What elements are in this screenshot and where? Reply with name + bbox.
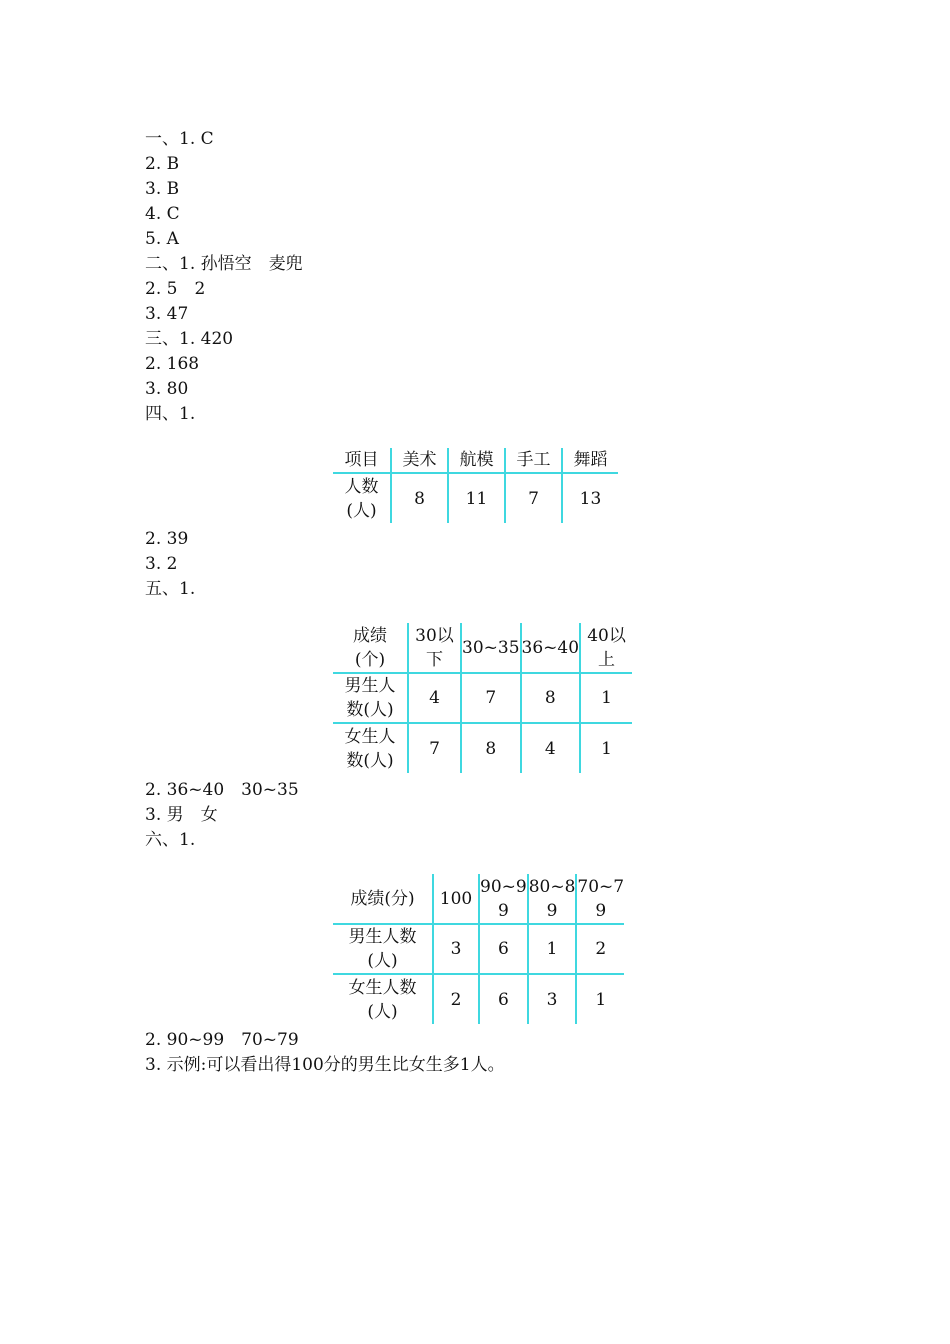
table-cell: 1 bbox=[580, 723, 632, 773]
table-row bbox=[333, 673, 632, 723]
table-cell: 7 bbox=[408, 723, 461, 773]
answer-line-8: 3. 47 bbox=[145, 304, 189, 324]
table-row-label: 男生人数 (人) bbox=[333, 924, 433, 974]
table-row-label: 女生人数 (人) bbox=[333, 974, 433, 1024]
table-header-cell: 80~8 9 bbox=[528, 874, 577, 924]
table-cell: 8 bbox=[521, 673, 581, 723]
table-row-label: 人数 (人) bbox=[333, 473, 391, 523]
answer-line-19: 2. 90~99 70~79 bbox=[145, 1030, 299, 1050]
table-header-cell: 舞蹈 bbox=[562, 448, 618, 473]
answer-line-16: 2. 36~40 30~35 bbox=[145, 780, 299, 800]
table-row-label: 男生人 数(人) bbox=[333, 673, 408, 723]
answer-line-9: 三、1. 420 bbox=[145, 329, 234, 349]
table-header-cell: 100 bbox=[433, 874, 479, 924]
table-cell: 2 bbox=[433, 974, 479, 1024]
table-header-cell: 70~7 9 bbox=[576, 874, 624, 924]
table-header-cell: 项目 bbox=[344, 450, 379, 470]
table-cell: 6 bbox=[479, 924, 528, 974]
table-row bbox=[333, 874, 624, 924]
table-cell: 1 bbox=[528, 924, 577, 974]
table-cell: 7 bbox=[461, 673, 521, 723]
table-cell: 6 bbox=[479, 974, 528, 1024]
answer-line-20: 3. 示例:可以看出得100分的男生比女生多1人。 bbox=[145, 1055, 505, 1075]
table-header-cell: 航模 bbox=[448, 448, 505, 473]
answer-line-4: 4. C bbox=[145, 204, 180, 224]
table-score-count bbox=[333, 623, 632, 773]
table-cell: 8 bbox=[461, 723, 521, 773]
table-cell: 1 bbox=[580, 673, 632, 723]
table-cell: 3 bbox=[528, 974, 577, 1024]
table-header-cell: 36~40 bbox=[521, 623, 581, 673]
table-row bbox=[333, 623, 632, 673]
answer-line-10: 2. 168 bbox=[145, 354, 200, 374]
table-header-cell: 成绩(分) bbox=[350, 888, 415, 909]
answer-line-2: 2. B bbox=[145, 154, 180, 174]
table-cell: 4 bbox=[521, 723, 581, 773]
table-header-cell: 美术 bbox=[391, 448, 448, 473]
table-cell: 3 bbox=[433, 924, 479, 974]
table-cell: 8 bbox=[391, 473, 448, 523]
table-row bbox=[333, 924, 624, 974]
table-cell: 13 bbox=[562, 473, 618, 523]
table-activity-count bbox=[333, 448, 618, 523]
table-header-cell: 30以 下 bbox=[408, 623, 461, 673]
table-header-cell: 40以 上 bbox=[580, 623, 632, 673]
answer-line-13: 2. 39 bbox=[145, 529, 189, 549]
table-cell: 1 bbox=[576, 974, 624, 1024]
table-header-cell: 30~35 bbox=[461, 623, 521, 673]
answer-line-15: 五、1. bbox=[145, 579, 196, 599]
table-header-cell: 90~9 9 bbox=[479, 874, 528, 924]
answer-line-11: 3. 80 bbox=[145, 379, 189, 399]
table-row bbox=[333, 473, 618, 523]
table-cell: 11 bbox=[448, 473, 505, 523]
table-row-label: 女生人 数(人) bbox=[333, 723, 408, 773]
answer-line-7: 2. 5 2 bbox=[145, 279, 206, 299]
answer-line-12: 四、1. bbox=[145, 404, 196, 424]
table-header-cell: 手工 bbox=[505, 448, 562, 473]
answer-line-3: 3. B bbox=[145, 179, 180, 199]
table-cell: 2 bbox=[576, 924, 624, 974]
table-grade-count bbox=[333, 874, 624, 1024]
table-header-cell: 成绩 (个) bbox=[353, 625, 387, 670]
table-cell: 7 bbox=[505, 473, 562, 523]
answer-line-6: 二、1. 孙悟空 麦兜 bbox=[145, 254, 303, 274]
answer-line-17: 3. 男 女 bbox=[145, 805, 218, 825]
answer-line-18: 六、1. bbox=[145, 830, 196, 850]
table-row bbox=[333, 723, 632, 773]
answer-line-5: 5. A bbox=[145, 229, 179, 249]
answer-line-14: 3. 2 bbox=[145, 554, 178, 574]
answer-line-1: 一、1. C bbox=[145, 129, 214, 149]
table-row bbox=[333, 448, 618, 473]
table-row bbox=[333, 974, 624, 1024]
table-cell: 4 bbox=[408, 673, 461, 723]
